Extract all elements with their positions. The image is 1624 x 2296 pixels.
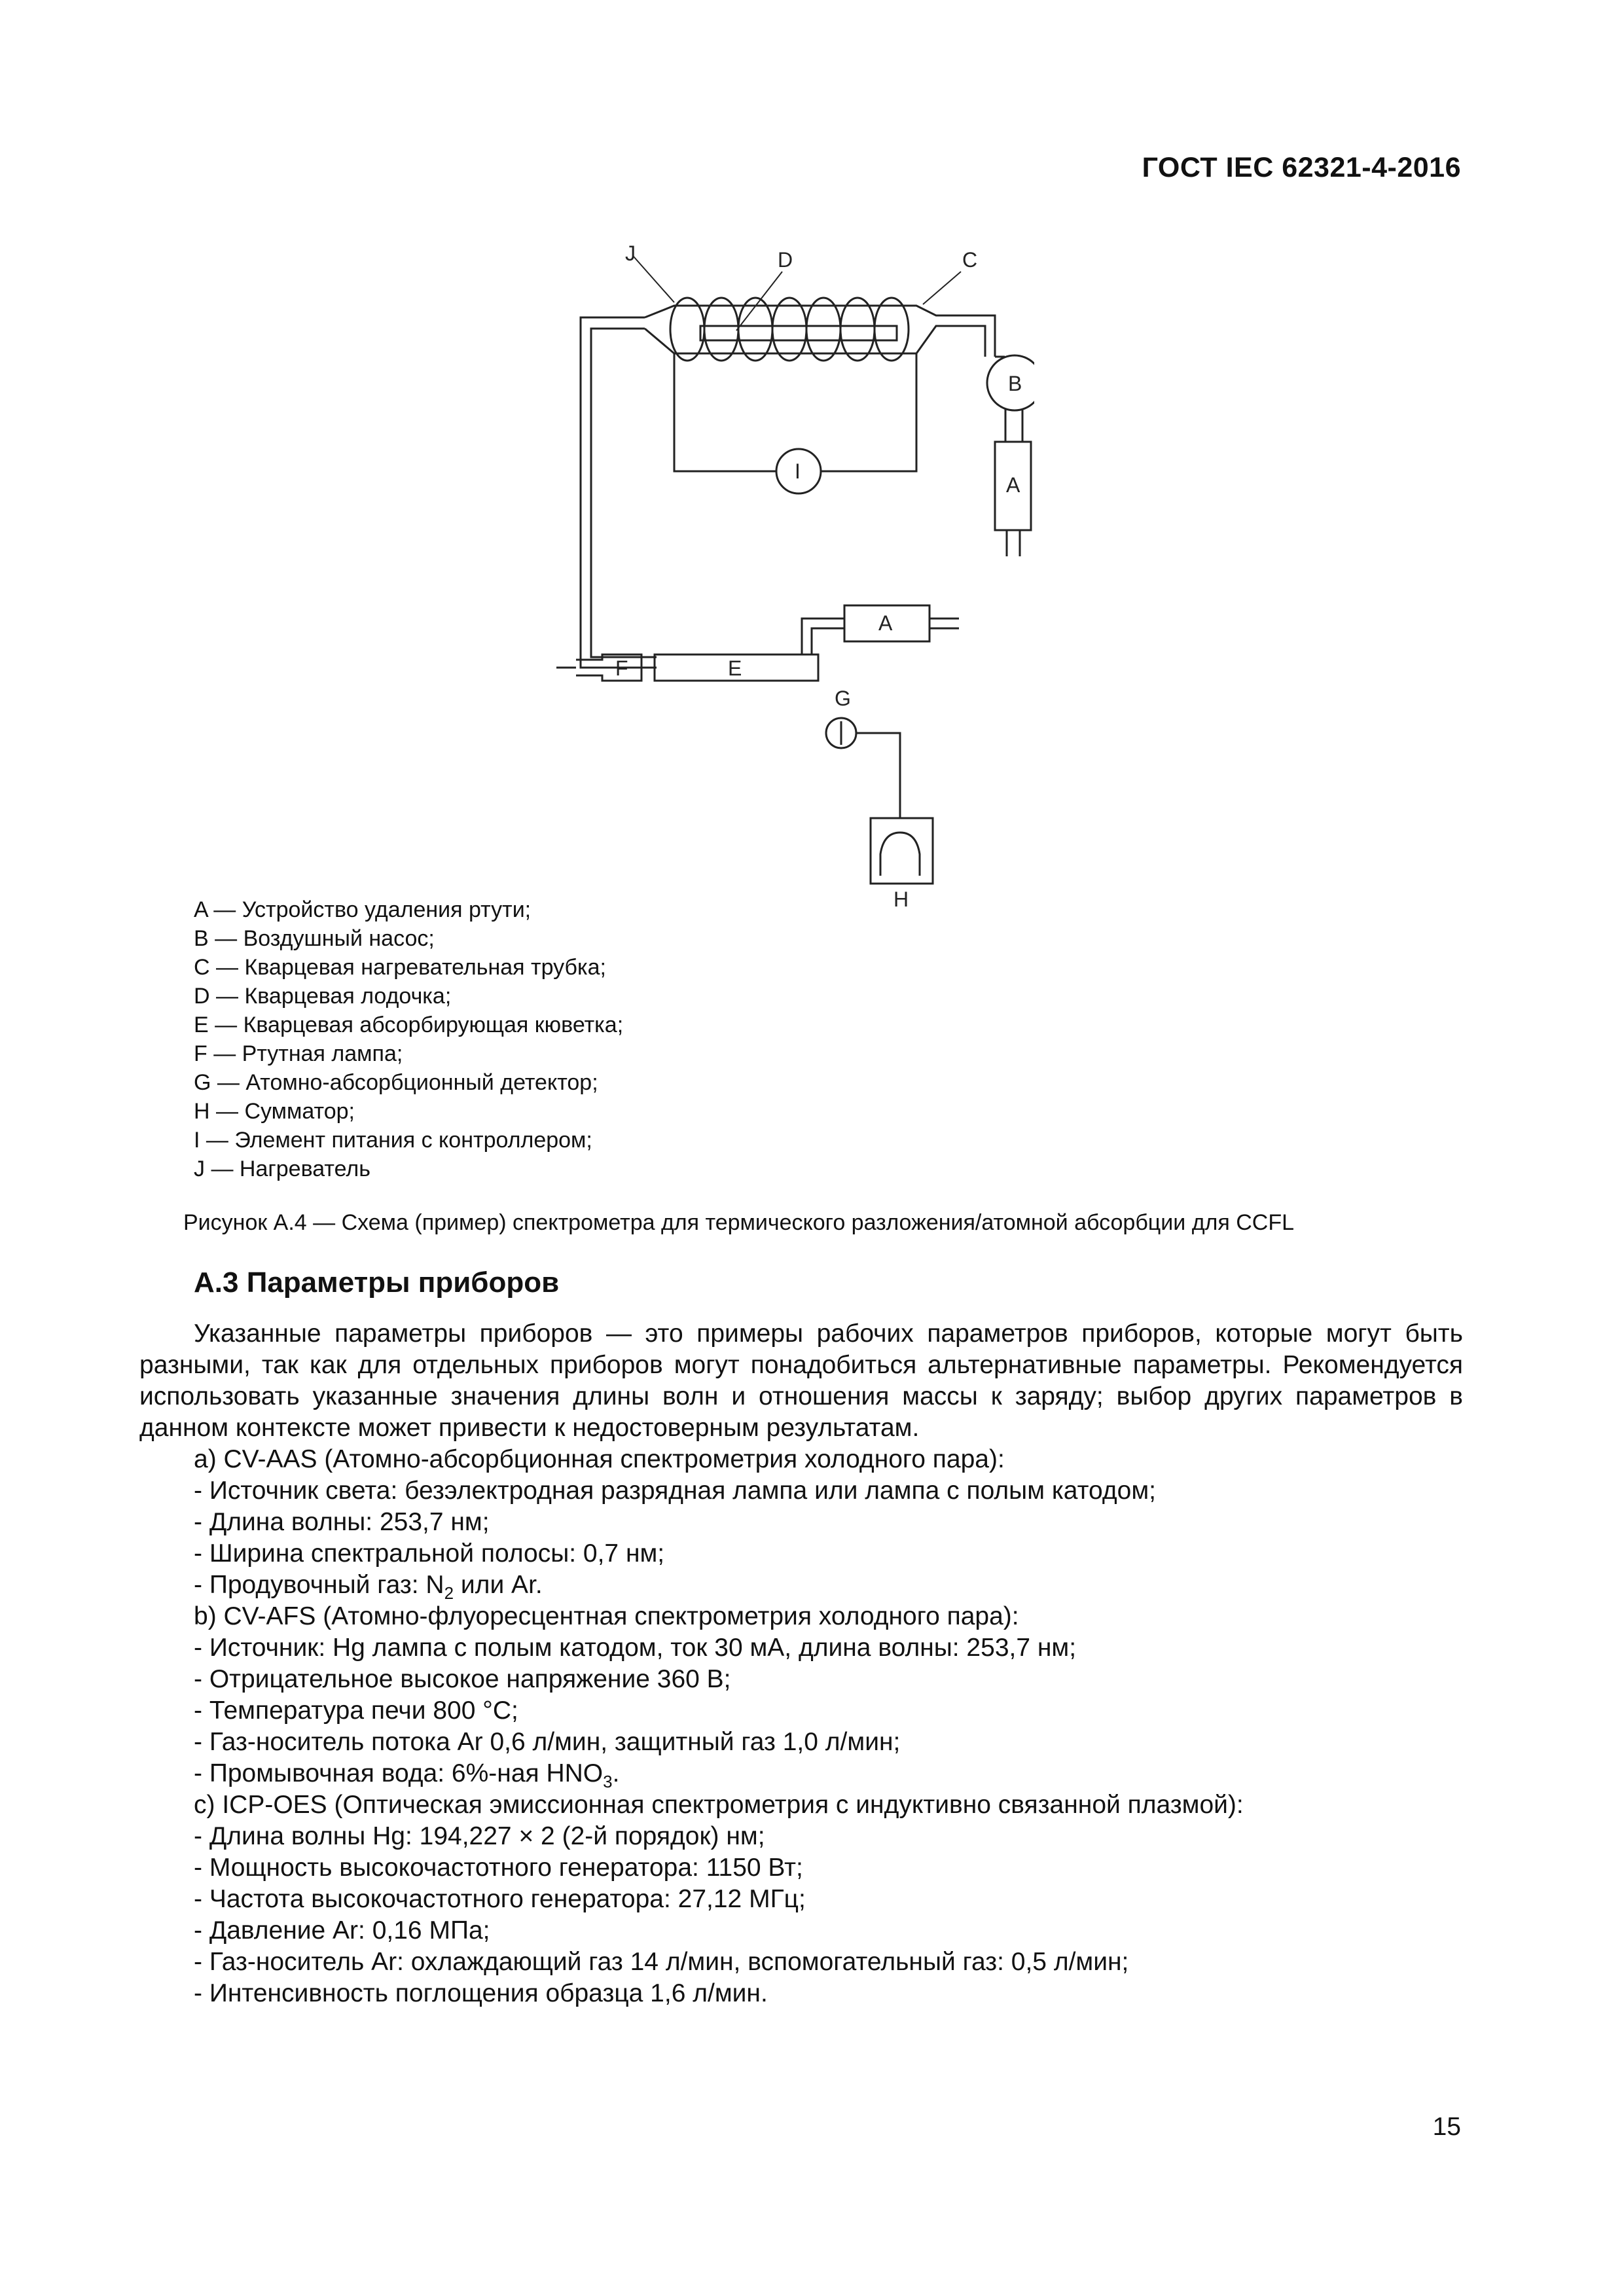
label-C: C <box>962 248 978 272</box>
list-item: - Мощность высокочастотного генератора: 1150 Вт; <box>194 1854 803 1882</box>
list-heading-b: b) CV-AFS (Атомно-флуоресцентная спектрометрия холодного пара): <box>194 1602 1019 1630</box>
label-H: H <box>893 888 909 911</box>
figure-legend <box>194 895 623 1183</box>
list-item: - Отрицательное высокое напряжение 360 В; <box>194 1665 731 1693</box>
legend-item: F — Ртутная лампа; <box>194 1041 403 1066</box>
label-D: D <box>778 248 793 272</box>
list-item: - Источник: Hg лампа с полым катодом, ток 30 мА, длина волны: 253,7 нм; <box>194 1634 1077 1662</box>
label-J: J <box>625 242 636 265</box>
label-A-top: A <box>1006 473 1020 497</box>
heater-coils <box>670 298 909 361</box>
intro-paragraph: Указанные параметры приборов — это примеры рабочих параметров приборов, которые могут быть разными, так как для отдельных приборов могут понадобиться альтернативные параметры. Рекомендуется использовать указанные значения длины волн и отношения массы к заряду; выбор других параметров в данном контексте может привести к недостоверным результатам. <box>139 1319 1463 1442</box>
list-item: - Частота высокочастотного генератора: 27,12 МГц; <box>194 1885 806 1913</box>
list-item: - Давление Ar: 0,16 МПа; <box>194 1916 490 1945</box>
legend-item: A — Устройство удаления ртути; <box>194 897 532 922</box>
list-item: - Источник света: безэлектродная разрядная лампа или лампа с полым катодом; <box>194 1477 1156 1505</box>
list-item: - Газ-носитель Ar: охлаждающий газ 14 л/мин, вспомогательный газ: 0,5 л/мин; <box>194 1948 1129 1976</box>
label-E: E <box>728 656 742 680</box>
label-A-middle: A <box>878 611 893 635</box>
label-B: B <box>1008 372 1022 395</box>
list-item: - Длина волны: 253,7 нм; <box>194 1508 490 1536</box>
quartz-boat <box>700 326 897 340</box>
label-F: F <box>615 656 628 680</box>
legend-item: C — Кварцевая нагревательная трубка; <box>194 955 606 980</box>
label-I: I <box>795 459 801 483</box>
list-item: - Ширина спектральной полосы: 0,7 нм; <box>194 1539 665 1568</box>
list-item: - Газ-носитель потока Ar 0,6 л/мин, защитный газ 1,0 л/мин; <box>194 1728 901 1756</box>
legend-item: E — Кварцевая абсорбирующая кюветка; <box>194 1013 624 1037</box>
parameter-list <box>139 1444 1463 2009</box>
section-body <box>139 1318 1463 2009</box>
legend-item: B — Воздушный насос; <box>194 926 435 951</box>
legend-item: J — Нагреватель <box>194 1157 370 1181</box>
page-number: 15 <box>1432 2113 1461 2141</box>
quartz-heating-tube <box>645 306 995 357</box>
power-circuit <box>674 353 916 471</box>
legend-item: G — Атомно-абсорбционный детектор; <box>194 1070 598 1095</box>
list-item: - Интенсивность поглощения образца 1,6 л/мин. <box>194 1979 768 2007</box>
list-item: - Промывочная вода: 6%-ная $HNO_3$. <box>194 1759 620 1791</box>
list-heading-a: a) CV-AAS (Атомно-абсорбционная спектрометрия холодного пара): <box>194 1445 1005 1473</box>
legend-item: I — Элемент питания с контроллером; <box>194 1128 592 1153</box>
figure-caption: Рисунок A.4 — Схема (пример) спектрометра для термического разложения/атомной абсорбции для CCFL <box>183 1210 1295 1235</box>
list-item: - Продувочный газ: $N_2$ или Ar. <box>194 1571 543 1603</box>
list-heading-c: c) ICP-OES (Оптическая эмиссионная спектрометрия с индуктивно связанной плазмой): <box>194 1791 1244 1819</box>
label-G: G <box>835 687 851 710</box>
section-heading: A.3 Параметры приборов <box>194 1266 560 1299</box>
legend-item: H — Сумматор; <box>194 1099 355 1124</box>
document-id: ГОСТ IEC 62321-4-2016 <box>1142 152 1461 183</box>
spectrometer-diagram <box>537 232 1034 913</box>
list-item: - Длина волны Hg: 194,227 × 2 (2-й порядок) нм; <box>194 1822 765 1850</box>
list-item: - Температура печи 800 °С; <box>194 1696 518 1725</box>
legend-item: D — Кварцевая лодочка; <box>194 984 452 1009</box>
